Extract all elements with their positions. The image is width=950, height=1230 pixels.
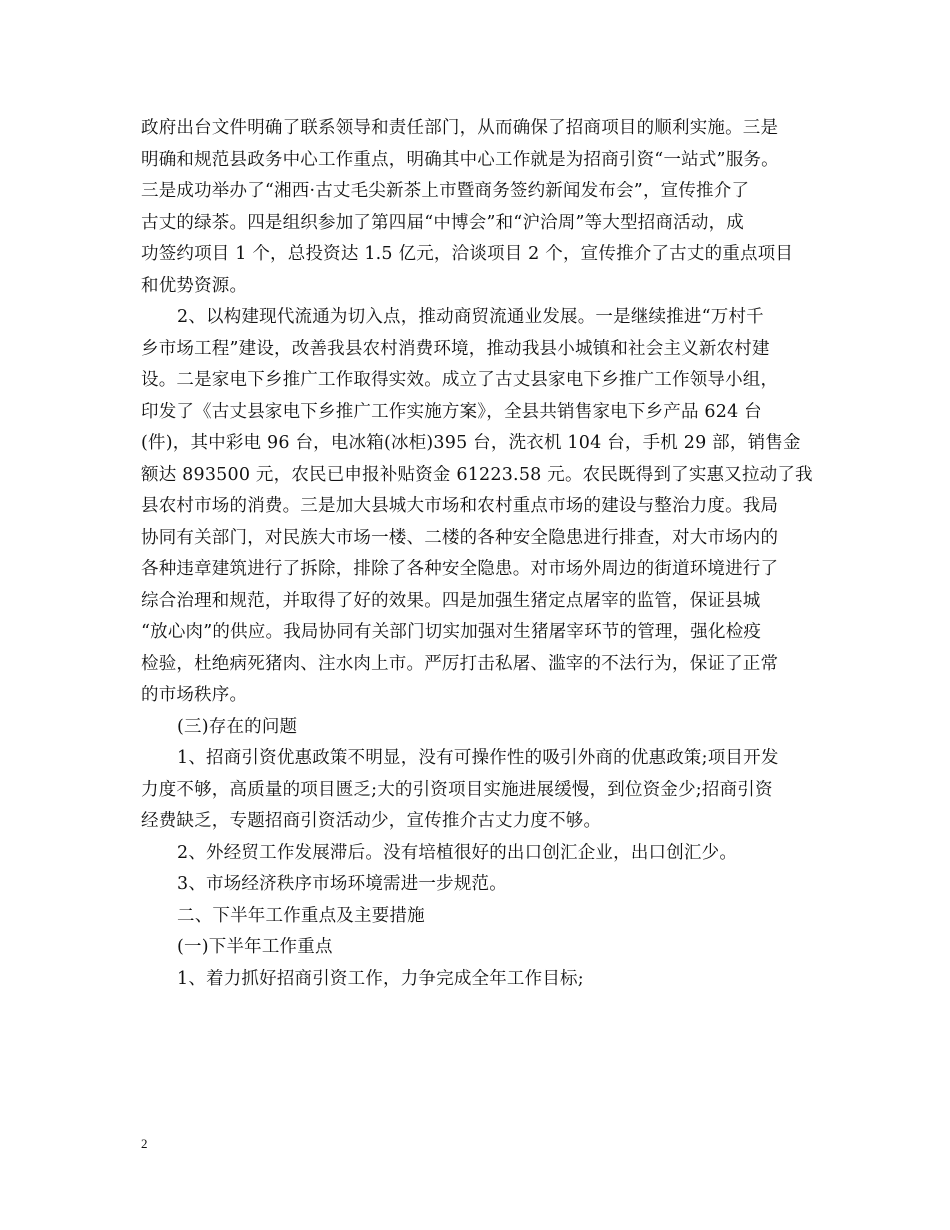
text-line: 力度不够，高质量的项目匮乏;大的引资项目实施进展缓慢，到位资金少;招商引资 (141, 779, 773, 800)
paragraph-problem-2 (141, 838, 821, 870)
text-line: 古丈的绿茶。四是组织参加了第四届“中博会”和“沪洽周”等大型招商活动，成 (141, 212, 744, 233)
text-line: 1、招商引资优惠政策不明显，没有可操作性的吸引外商的优惠政策;项目开发 (177, 748, 779, 768)
paragraph-problem-3 (141, 869, 821, 901)
text-line: 县农村市场的消费。三是加大县城大市场和农村重点市场的建设与整治力度。我局 (141, 496, 779, 516)
text-line: 二、下半年工作重点及主要措施 (177, 905, 425, 926)
text-line: 协同有关部门，对民族大市场一楼、二楼的各种安全隐患进行排查，对大市场内的 (141, 527, 779, 548)
page-number: 2 (141, 1136, 148, 1151)
section-heading-second-half (141, 901, 821, 933)
text-line: 经费缺乏，专题招商引资活动少，宣传推介古丈力度不够。 (141, 811, 602, 831)
text-line: 1、着力抓好招商引资工作，力争完成全年工作目标; (177, 968, 584, 989)
text-line: 三是成功举办了“湘西·古丈毛尖新茶上市暨商务签约新闻发布会”，宣传推介了 (141, 181, 750, 201)
text-line: 政府出台文件明确了联系领导和责任部门，从而确保了招商项目的顺利实施。三是 (141, 118, 779, 138)
document-body (141, 113, 821, 995)
text-line: 明确和规范县政务中心工作重点，明确其中心工作就是为招商引资“一站式”服务。 (141, 149, 779, 170)
text-line: 各种违章建筑进行了拆除，排除了各种安全隐患。对市场外周边的街道环境进行了 (141, 559, 779, 579)
text-line: 检验，杜绝病死猪肉、注水肉上市。严厉打击私屠、滥宰的不法行为，保证了正常 (141, 653, 779, 674)
paragraph-key-work-1 (141, 964, 821, 996)
paragraph-investment-continued (141, 113, 821, 302)
text-line: 2、外经贸工作发展滞后。没有培植很好的出口创汇企业，出口创汇少。 (177, 842, 738, 863)
text-line: 设。二是家电下乡推广工作取得实效。成立了古丈县家电下乡推广工作领导小组， (141, 370, 779, 390)
text-line: 综合治理和规范，并取得了好的效果。四是加强生猪定点屠宰的监管，保证县城 (141, 590, 761, 611)
text-line: (三)存在的问题 (177, 716, 298, 737)
text-line: (一)下半年工作重点 (177, 937, 333, 957)
text-line: 3、市场经济秩序市场环境需进一步规范。 (177, 874, 507, 894)
paragraph-problem-1 (141, 743, 821, 838)
text-line: 功签约项目 1 个，总投资达 1.5 亿元，洽谈项目 2 个，宣传推介了古丈的重点项目 (141, 244, 794, 264)
section-heading-problems (141, 712, 821, 744)
text-line: 印发了《古丈县家电下乡推广工作实施方案》，全县共销售家电下乡产品 624 台 (141, 401, 762, 422)
text-line: 的市场秩序。 (141, 685, 248, 705)
text-line: 2、以构建现代流通为切入点，推动商贸流通业发展。一是继续推进“万村千 (177, 307, 764, 327)
text-line: 额达 893500 元，农民已申报补贴资金 61223.58 元。农民既得到了实惠又拉动了我 (141, 464, 813, 485)
text-line: 和优势资源。 (141, 275, 248, 296)
text-line: (件)，其中彩电 96 台，电冰箱(冰柜)395 台，洗衣机 104 台，手机 29 部，销售金 (141, 433, 801, 453)
subsection-heading-key-work (141, 932, 821, 964)
paragraph-trade-circulation (141, 302, 821, 712)
text-line: 乡市场工程”建设，改善我县农村消费环境，推动我县小城镇和社会主义新农村建 (141, 338, 770, 359)
text-line: “放心肉”的供应。我局协同有关部门切实加强对生猪屠宰环节的管理，强化检疫 (141, 622, 762, 642)
